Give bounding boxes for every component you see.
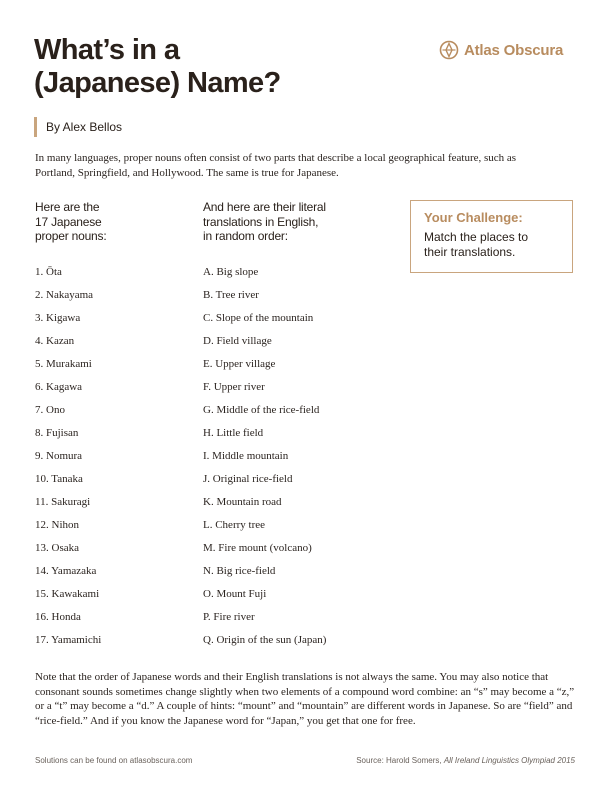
challenge-text-line-2: their translations.	[424, 245, 516, 259]
translation-item: C. Slope of the mountain	[203, 312, 314, 324]
translations-heading-line-1: And here are their literal	[203, 200, 326, 214]
noun-item: 2. Nakayama	[35, 289, 94, 301]
noun-item: 4. Kazan	[35, 335, 75, 347]
challenge-text	[424, 230, 559, 260]
noun-item: 15. Kawakami	[35, 588, 100, 600]
noun-item: 8. Fujisan	[35, 427, 79, 439]
translation-item: B. Tree river	[203, 289, 259, 301]
translation-item: J. Original rice-field	[203, 473, 293, 485]
noun-item: 6. Kagawa	[35, 381, 83, 393]
noun-item: 11. Sakuragi	[35, 496, 91, 508]
title-line-2: (Japanese) Name?	[34, 67, 281, 99]
page-title	[34, 34, 281, 100]
source-prefix: Source: Harold Somers,	[356, 756, 444, 765]
nouns-heading-line-2: 17 Japanese	[35, 214, 102, 229]
translation-item: A. Big slope	[203, 266, 259, 278]
noun-item: 17. Yamamichi	[35, 634, 102, 646]
intro-paragraph: In many languages, proper nouns often consist of two parts that describe a local geographical feature, such as Portland, Springfield, and Hollywood. The same is true for Japanese.	[35, 152, 517, 179]
translations-heading	[203, 200, 383, 244]
title-line-1: What’s in a	[34, 34, 180, 66]
challenge-box	[410, 200, 573, 273]
translation-item: P. Fire river	[203, 611, 255, 623]
translation-item: I. Middle mountain	[203, 450, 289, 462]
translations-heading-line-2: translations in English,	[203, 214, 319, 229]
noun-item: 16. Honda	[35, 611, 81, 623]
noun-item: 12. Nihon	[35, 519, 79, 531]
source-title: All Ireland Linguistics Olympiad 2015	[443, 756, 575, 765]
challenge-title: Your Challenge:	[424, 210, 523, 225]
noun-item: 1. Ōta	[35, 266, 62, 278]
solutions-footer: Solutions can be found on atlasobscura.com	[35, 756, 193, 765]
translation-item: F. Upper river	[203, 381, 265, 393]
translation-item: D. Field village	[203, 335, 272, 347]
japanese-nouns-list	[35, 265, 101, 656]
translation-item: G. Middle of the rice-field	[203, 404, 320, 416]
translation-item: O. Mount Fuji	[203, 588, 267, 600]
noun-item: 10. Tanaka	[35, 473, 83, 485]
source-footer	[356, 756, 575, 765]
note-paragraph: Note that the order of Japanese words and their English translations is not always the same. You may also notice that consonant sounds sometimes change slightly when two elements of a compound word combine: an “s” may become a “z,” or a “t” may become a “d.” A couple of hints: “mount” and “mountain” are different words in Japanese. So are “field” and “rice-field.” And if you know the Japanese word for “Japan,” you get that one for free.	[35, 671, 575, 727]
noun-item: 9. Nomura	[35, 450, 83, 462]
translation-item: M. Fire mount (volcano)	[203, 542, 312, 554]
noun-item: 3. Kigawa	[35, 312, 81, 324]
nouns-heading-line-3: proper nouns:	[35, 229, 107, 243]
noun-item: 14. Yamazaka	[35, 565, 97, 577]
nouns-heading-line-1: Here are the	[35, 200, 100, 214]
noun-item: 13. Osaka	[35, 542, 79, 554]
translation-item: K. Mountain road	[203, 496, 282, 508]
translation-item: N. Big rice-field	[203, 565, 276, 577]
translation-item: L. Cherry tree	[203, 519, 265, 531]
nouns-heading	[35, 200, 155, 244]
compass-logo-icon	[439, 40, 459, 60]
translations-list	[203, 265, 326, 656]
byline: By Alex Bellos	[34, 117, 122, 137]
translations-heading-line-3: in random order:	[203, 229, 288, 243]
translation-item: Q. Origin of the sun (Japan)	[203, 634, 327, 646]
challenge-text-line-1: Match the places to	[424, 230, 529, 244]
logo-text: Atlas Obscura	[464, 41, 564, 59]
noun-item: 5. Murakami	[35, 358, 92, 370]
translation-item: E. Upper village	[203, 358, 276, 370]
translation-item: H. Little field	[203, 427, 264, 439]
atlas-obscura-logo	[439, 40, 563, 60]
noun-item: 7. Ono	[35, 404, 65, 416]
